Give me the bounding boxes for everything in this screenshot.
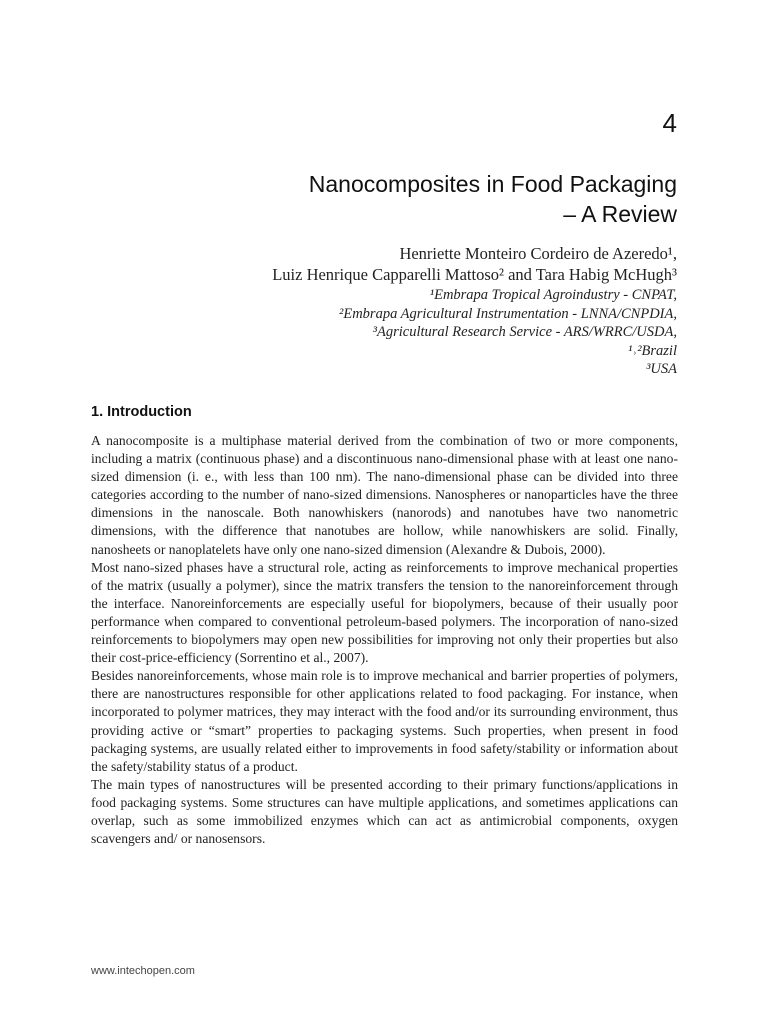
section-heading: 1. Introduction — [91, 404, 192, 420]
author-line: Henriette Monteiro Cordeiro de Azeredo¹, — [399, 244, 677, 263]
paragraph: A nanocomposite is a multiphase material derived from the combination of two or more components, including a matrix (continuous phase) and a discontinuous nano-dimensional phase with at least one nano-sized dimension (i. e., with less than 100 nm). The nano-dimensional phase can be divided into three categories according to the number of nano-sized dimensions. Nanospheres or nanoparticles have the three dimensions in the nanoscale. Both nanowhiskers (nanorods) and nanotubes have two nanometric dimensions, with the difference that nanotubes are hollow, while nanowhiskers are solid. Finally, nanosheets or nanoplatelets have only one nano-sized dimension (Alexandre & Dubois, 2000). — [91, 433, 678, 557]
affiliation-line: ¹Embrapa Tropical Agroindustry - CNPAT, — [429, 287, 677, 303]
paragraph: Besides nanoreinforcements, whose main role is to improve mechanical and barrier properties of polymers, there are nanostructures responsible for other applications related to food packaging. For instance, when incorporated to polymer matrices, they may interact with the food and/or its surrounding environment, thus providing active or “smart” properties to packaging systems. Such properties, when present in food packaging systems, are usually related either to improvements in food safety/stability or information about the safety/stability status of a product. — [91, 668, 678, 774]
affiliation-line: ³USA — [646, 361, 677, 377]
affiliation-line: ²Embrapa Agricultural Instrumentation - LNNA/CNPDIA, — [339, 305, 677, 322]
author-line: Luiz Henrique Capparelli Mattoso² and Tara Habig McHugh³ — [272, 265, 677, 284]
chapter-number: 4 — [662, 108, 677, 138]
title-line: – A Review — [563, 201, 677, 227]
paragraph: The main types of nanostructures will be presented according to their primary functions/applications in food packaging systems. Some structures can have multiple applications, and sometimes applications can overlap, such as some immobilized enzymes which can act as antimicrobial components, oxygen scavengers and/ or nanosensors. — [91, 776, 678, 847]
chapter-title — [117, 169, 677, 229]
affiliation-line: ¹˒²Brazil — [628, 342, 677, 359]
affiliations — [77, 286, 677, 379]
title-line: Nanocomposites in Food Packaging — [308, 171, 677, 197]
body-text — [91, 432, 678, 848]
paragraph: Most nano-sized phases have a structural role, acting as reinforcements to improve mechanical properties of the matrix (usually a polymer), since the matrix transfers the tension to the nanoreinforcement through the interface. Nanoreinforcements are especially useful for biopolymers, because of their usually poor performance when compared to conventional petroleum-based polymers. The incorporation of nano-sized reinforcements to biopolymers may open new possibilities for improving not only their properties but also their cost-price-efficiency (Sorrentino et al., 2007). — [91, 559, 678, 666]
affiliation-line: ³Agricultural Research Service - ARS/WRRC/USDA, — [372, 324, 677, 340]
author-list — [77, 243, 677, 285]
footer-url: www.intechopen.com — [91, 965, 195, 977]
